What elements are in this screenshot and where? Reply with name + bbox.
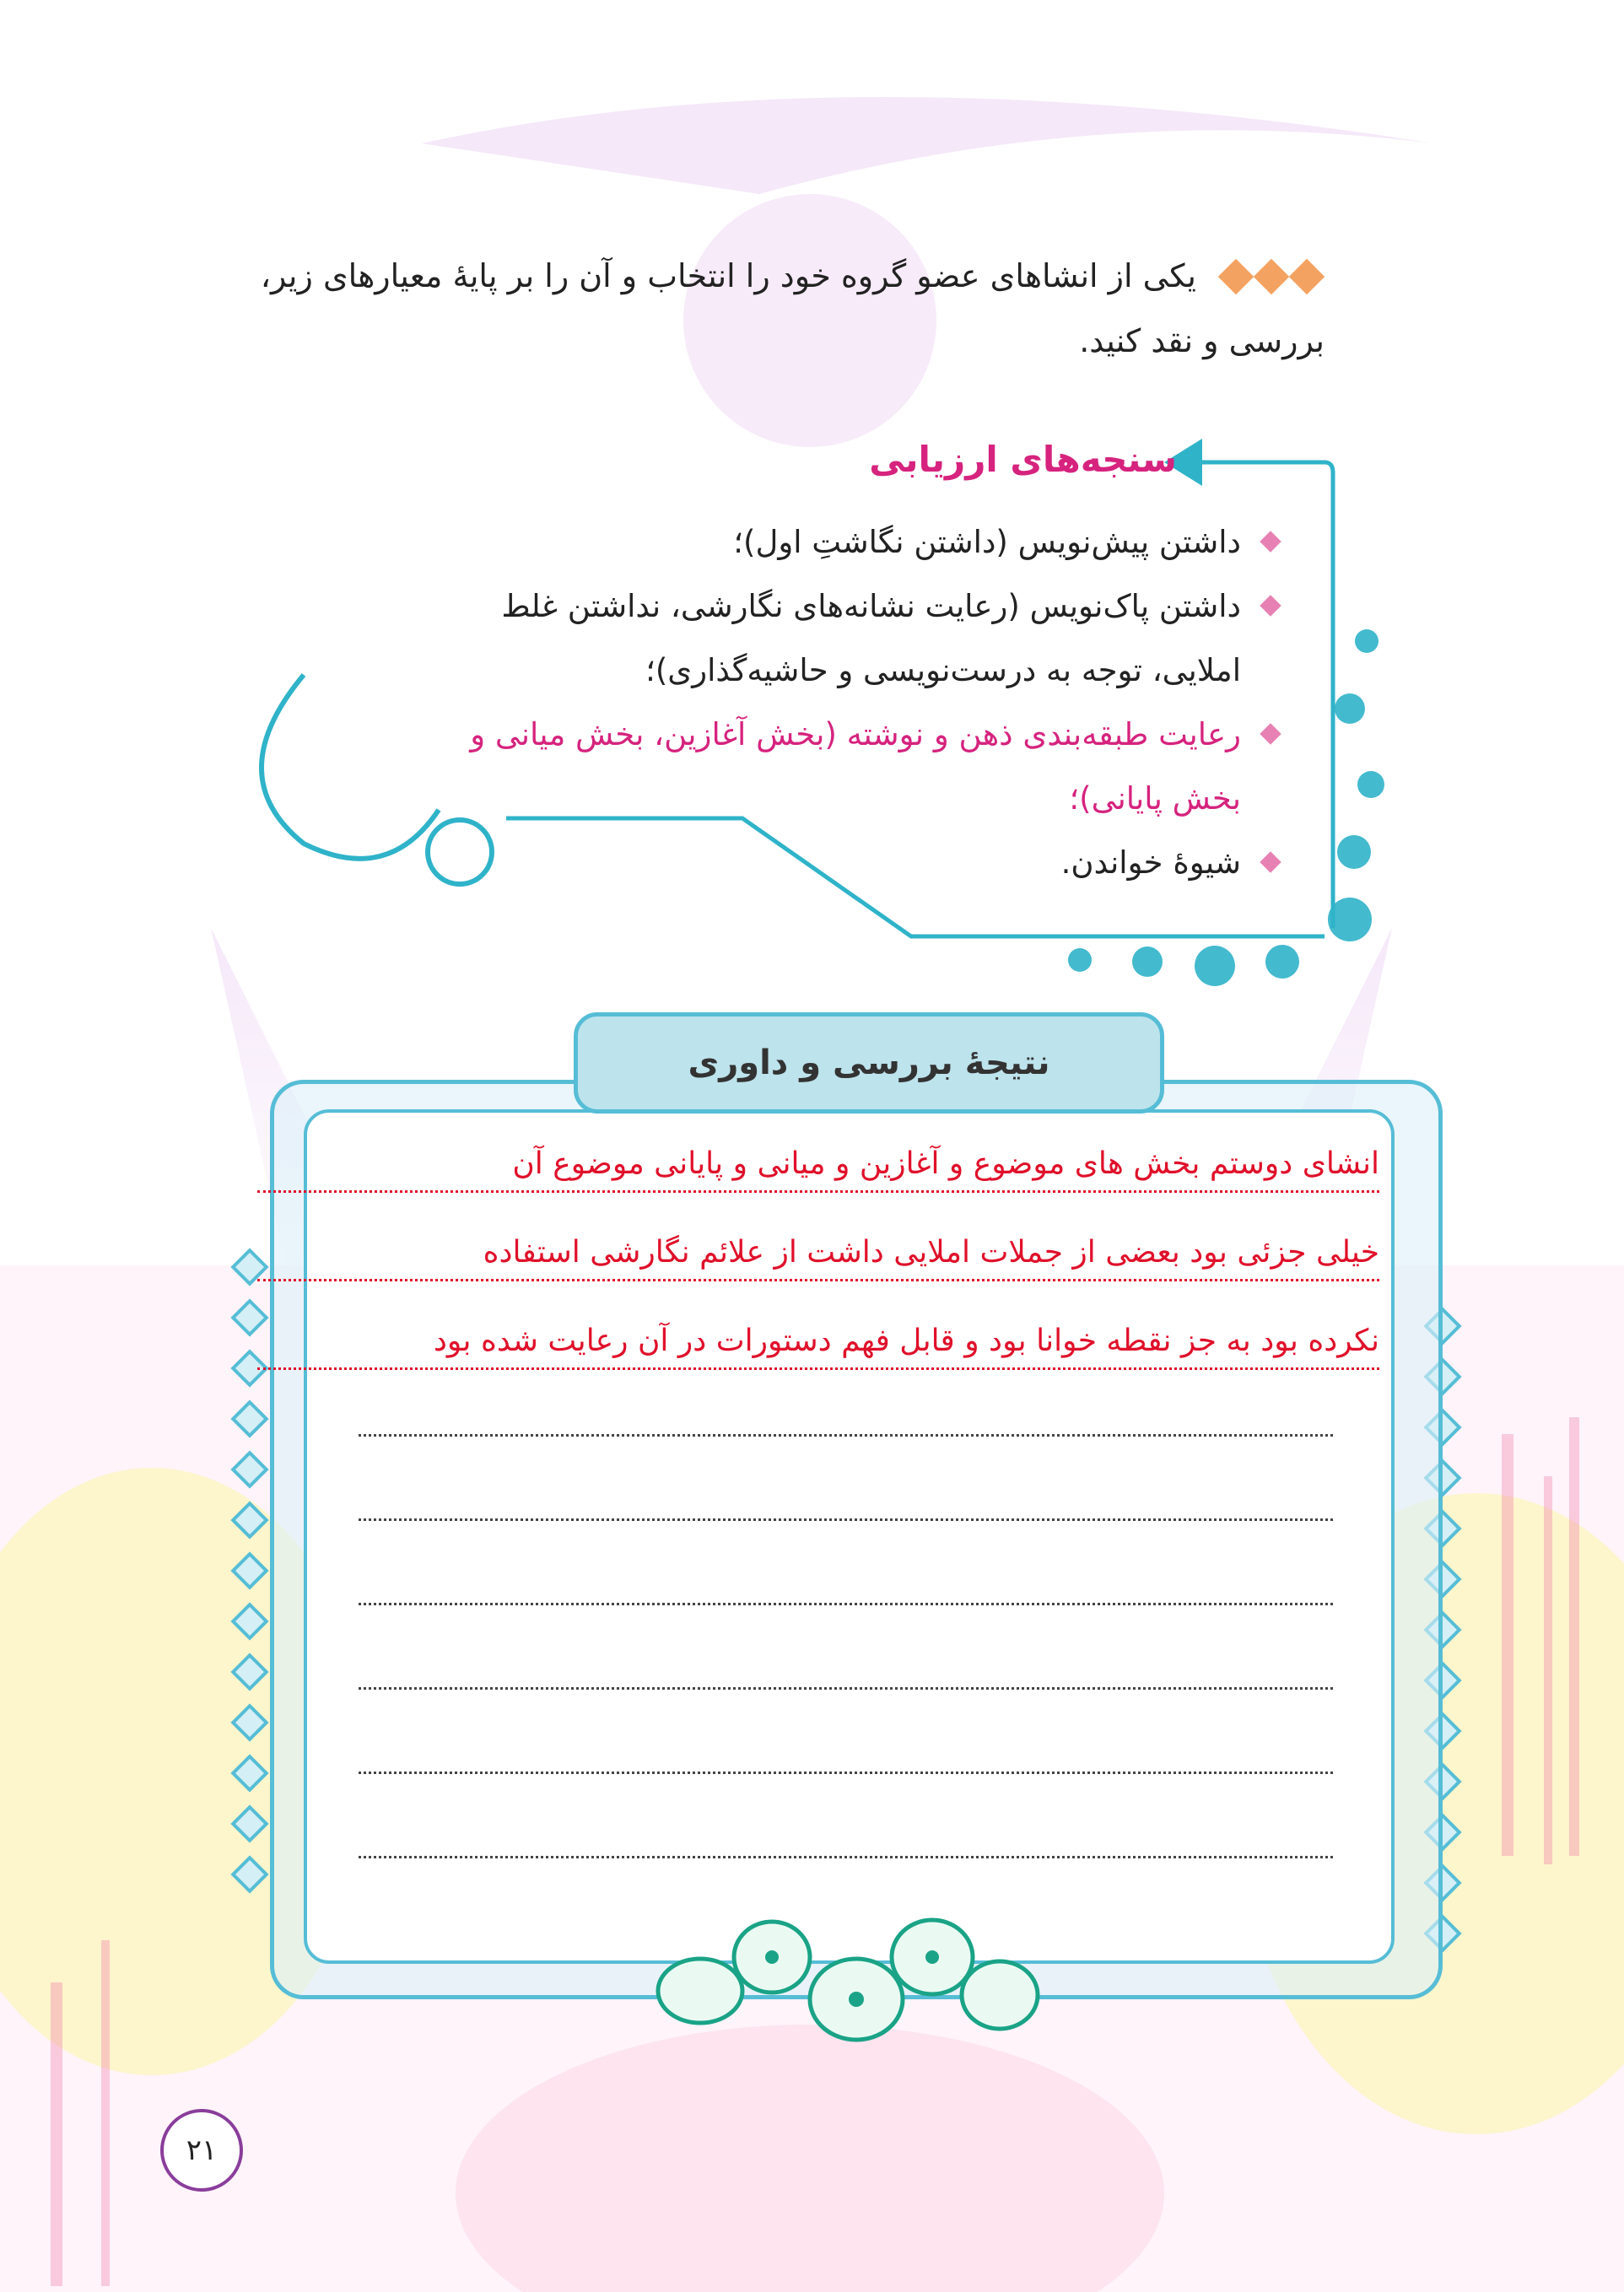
result-title: نتیجهٔ بررسی و داوری xyxy=(574,1012,1164,1114)
blank-writing-line xyxy=(359,1856,1333,1858)
diamond-bullet-icon xyxy=(1260,595,1281,616)
diamond-bullet-icon xyxy=(1260,531,1281,552)
handwritten-line: خیلی جزئی بود بعضی از جملات املایی داشت از علائم نگارشی استفاده xyxy=(257,1232,1379,1281)
criteria-item: شیوهٔ خواندن. xyxy=(434,831,1278,895)
blank-writing-line xyxy=(359,1434,1333,1437)
handwritten-line: انشای دوستم بخش های موضوع و آغازین و میانی و پایانی موضوع آن xyxy=(257,1143,1379,1193)
criteria-item: داشتن پیش‌نویس (داشتن نگاشتِ اول)؛ xyxy=(434,510,1278,574)
instruction-paragraph xyxy=(228,245,1325,372)
diamond-bullets-icon xyxy=(1218,247,1325,310)
criteria-item: رعایت طبقه‌بندی ذهن و نوشته (بخش آغازین، بخش میانی و بخش پایانی)؛ xyxy=(434,703,1278,831)
blank-writing-line xyxy=(359,1518,1333,1521)
criteria-item: داشتن پاک‌نویس (رعایت نشانه‌های نگارشی، نداشتن غلط املایی، توجه به درست‌نویسی و حاشیه‌گذاری)؛ xyxy=(434,574,1278,703)
blank-writing-line xyxy=(359,1687,1333,1690)
criteria-title: سنجه‌های ارزیابی xyxy=(869,439,1177,480)
blank-writing-line xyxy=(359,1772,1333,1774)
diamond-bullet-icon xyxy=(1260,723,1281,744)
diamond-bullet-icon xyxy=(1260,851,1281,872)
instruction-text: یکی از انشاهای عضو گروه خود را انتخاب و آن را بر پایهٔ معیارهای زیر، بررسی و نقد کنید. xyxy=(260,257,1325,359)
page-number: ۲۱ xyxy=(160,2109,243,2192)
criteria-list xyxy=(434,510,1278,895)
handwritten-line: نکرده بود به جز نقطه خوانا بود و قابل فهم دستورات در آن رعایت شده بود xyxy=(257,1320,1379,1370)
blank-writing-line xyxy=(359,1603,1333,1605)
flower-ornament-icon xyxy=(650,1906,1046,2050)
